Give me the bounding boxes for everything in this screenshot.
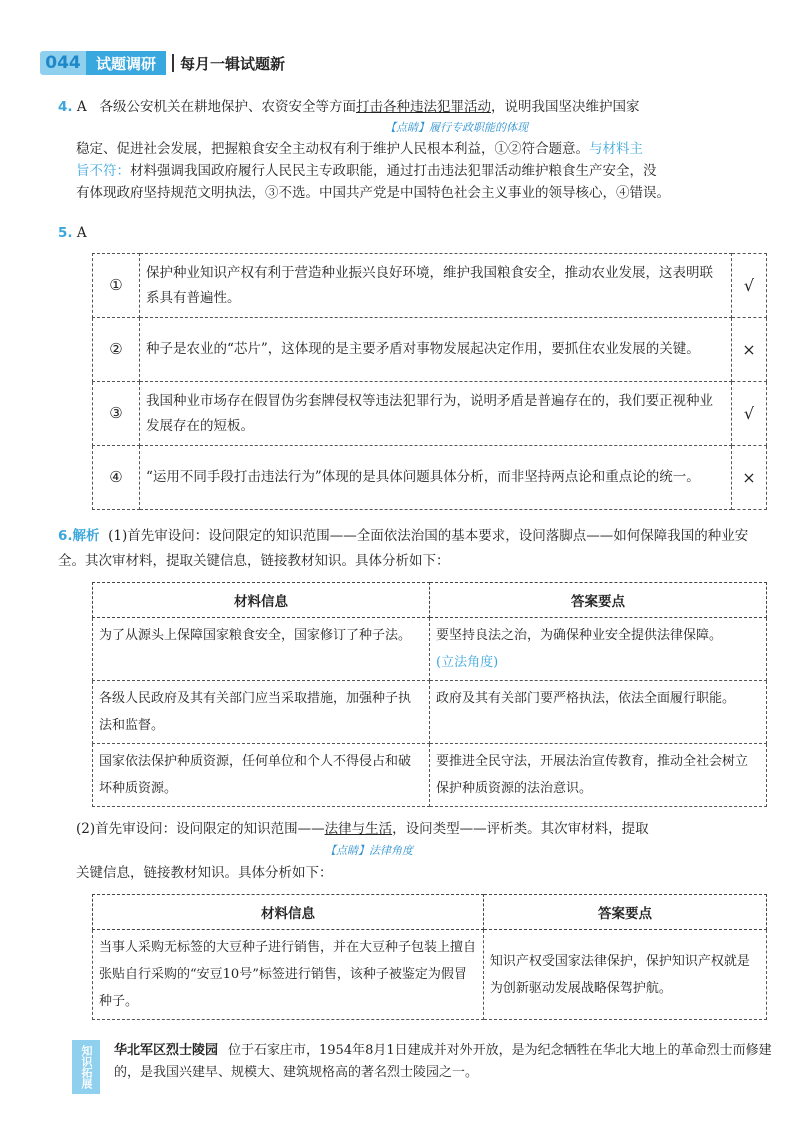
table-row — [93, 254, 767, 318]
q4-text-1a: 各级公安机关在耕地保护、农资安全等方面 — [99, 99, 356, 115]
q5-number: 5. — [58, 225, 73, 241]
table-row — [93, 618, 767, 681]
info-cell: 当事人采购无标签的大豆种子进行销售，并在大豆种子包装上擅自张贴自行采购的“安豆10号”标签进行销售，该种子被鉴定为假冒种子。 — [93, 930, 484, 1020]
row-index: ③ — [93, 382, 140, 446]
row-text: 种子是农业的“芯片”，这体现的是主要矛盾对事物发展起决定作用，要抓住农业发展的关键。 — [140, 318, 732, 382]
footer-text: 位于石家庄市，1954年8月1日建成并对外开放，是为纪念牺牲在华北大地上的革命烈士而修建的，是我国兴建早、规模大、建筑规格高的著名烈士陵园之一。 — [114, 1043, 772, 1080]
info-cell: 国家依法保护种质资源，任何单位和个人不得侵占和破坏种质资源。 — [93, 744, 430, 807]
column-header: 答案要点 — [430, 583, 767, 618]
q6-label: 解析 — [72, 528, 100, 544]
q4-underline: 打击各种违法犯罪活动 — [355, 99, 491, 115]
answer-cell: 知识产权受国家法律保护，保护知识产权就是为创新驱动发展战略保驾护航。 — [483, 930, 766, 1020]
info-cell: 为了从源头上保障国家粮食安全，国家修订了种子法。 — [93, 618, 430, 681]
answer-cell: 政府及其有关部门要严格执法，依法全面履行职能。 — [430, 681, 767, 744]
question-4 — [58, 96, 770, 118]
info-cell: 各级人民政府及其有关部门应当采取措施，加强种子执法和监督。 — [93, 681, 430, 744]
answer-cell — [430, 618, 767, 681]
q4-text-3: 材料强调我国政府履行人民民主专政职能，通过打击违法犯罪活动维护粮食生产安全，没 — [130, 163, 657, 179]
section-title: 试题调研 — [86, 51, 166, 75]
row-text: “运用不同手段打击违法行为”体现的是具体问题具体分析，而非坚持两点论和重点论的统一。 — [140, 446, 732, 510]
q4-blue-text-2: 旨不符： — [76, 163, 130, 179]
q6-part2-line-2: 关键信息，链接教材知识。具体分析如下： — [76, 865, 333, 881]
q4-line-2 — [76, 138, 770, 160]
footer-tag: 知识拓展 — [72, 1040, 100, 1094]
footer-title: 华北军区烈士陵园 — [114, 1043, 219, 1058]
column-header: 答案要点 — [483, 895, 766, 930]
q6-part2-underline: 法律与生活 — [324, 821, 393, 837]
q4-line-1 — [58, 96, 770, 118]
row-index: ④ — [93, 446, 140, 510]
answer-text: 要坚持良法之治，为确保种业安全提供法律保障。 — [436, 628, 723, 643]
header-divider — [172, 54, 174, 72]
row-text: 保护种业知识产权有利于营造种业振兴良好环境，维护我国粮食安全，推动农业发展，这表明联系具有普遍性。 — [140, 254, 732, 318]
table-header-row — [93, 895, 767, 930]
footer-content — [114, 1040, 774, 1084]
q6-part2-text-a: (2)首先审设问：设问限定的知识范围—— — [76, 821, 325, 837]
column-header: 材料信息 — [93, 583, 430, 618]
table-row — [93, 446, 767, 510]
table-row — [93, 681, 767, 744]
q4-text-2: 稳定、促进社会发展，把握粮食安全主动权有利于维护人民根本利益，①②符合题意。 — [76, 141, 589, 157]
q4-answer: A — [76, 99, 87, 115]
page-number: 044 — [40, 51, 86, 75]
q4-line-4: 有体现政府坚持规范文明执法，③不选。中国共产党是中国特色社会主义事业的领导核心，④错误。 — [76, 185, 670, 201]
q6-table-1 — [92, 582, 767, 807]
q6-part2-annotation: 【点睛】法律角度 — [325, 844, 413, 857]
header-slogan: 每月一辑试题新 — [180, 54, 286, 73]
answer-note: (立法角度) — [436, 655, 499, 670]
row-index: ② — [93, 318, 140, 382]
column-header: 材料信息 — [93, 895, 484, 930]
q4-text-1b: ，说明我国坚决维护国家 — [490, 99, 640, 115]
row-mark: × — [732, 446, 767, 510]
q6-part2-line-1 — [76, 817, 770, 841]
q4-blue-text-1: 与材料主 — [589, 141, 643, 157]
row-index: ① — [93, 254, 140, 318]
row-mark: × — [732, 318, 767, 382]
row-mark: √ — [732, 382, 767, 446]
answer-cell: 要推进全民守法，开展法治宣传教育，推动全社会树立保护种质资源的法治意识。 — [430, 744, 767, 807]
table-row — [93, 318, 767, 382]
row-text: 我国种业市场存在假冒伪劣套牌侵权等违法犯罪行为，说明矛盾是普遍存在的，我们要正视种业发展存在的短板。 — [140, 382, 732, 446]
q4-line-3 — [76, 160, 770, 182]
row-mark: √ — [732, 254, 767, 318]
table-row — [93, 930, 767, 1020]
q4-annotation: 【点睛】履行专政职能的体现 — [385, 121, 528, 134]
question-6-intro — [58, 524, 770, 574]
page-header — [40, 50, 285, 76]
q6-part1-intro: (1)首先审设问：设问限定的知识范围——全面依法治国的基本要求，设问落脚点——如何保障我国的种业安全。其次审材料，提取关键信息，链接教材知识。具体分析如下： — [58, 528, 749, 569]
q6-table-2 — [92, 894, 767, 1020]
table-row — [93, 382, 767, 446]
question-5-heading — [58, 222, 748, 244]
q6-part2-text-b: ，设问类型——评析类。其次审材料，提取 — [392, 821, 649, 837]
q6-number: 6. — [58, 528, 73, 544]
q5-answer: A — [76, 225, 87, 241]
table-row — [93, 744, 767, 807]
q5-table — [92, 253, 767, 510]
q4-body — [76, 138, 770, 204]
q4-number: 4. — [58, 99, 73, 115]
table-header-row — [93, 583, 767, 618]
